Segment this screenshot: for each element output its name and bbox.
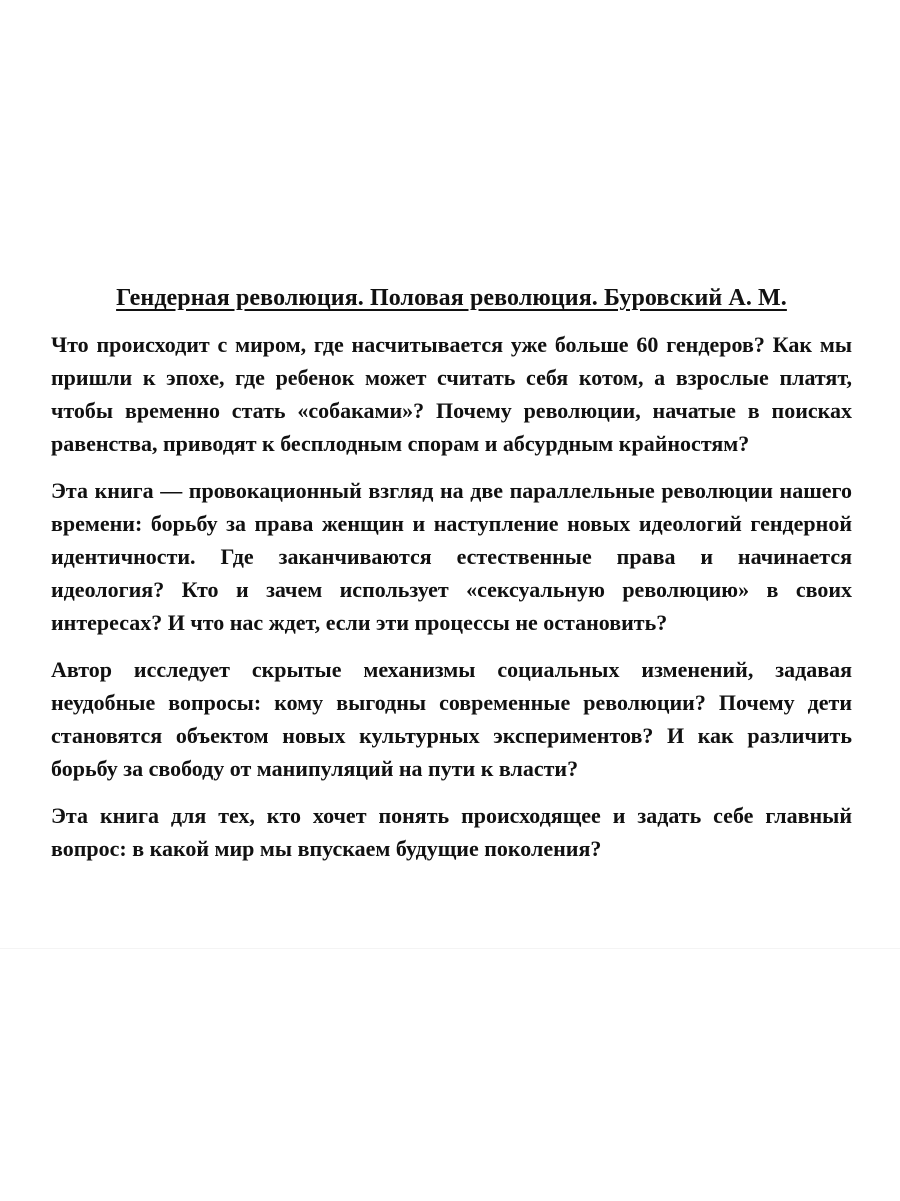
document-title: Гендерная революция. Половая революция. Буровский А. М.	[116, 285, 787, 311]
paragraph-3: Автор исследует скрытые механизмы социальных изменений, задавая неудобные вопросы: кому выгодны современные революции? Почему дети становятся объектом новых культурных экспериментов? И как различить борьбу за свободу от манипуляций на пути к власти?	[51, 657, 852, 781]
page-bottom-area	[0, 948, 900, 1201]
paragraph-4: Эта книга для тех, кто хочет понять происходящее и задать себе главный вопрос: в какой мир мы впускаем будущие поколения?	[51, 803, 852, 861]
document-body	[51, 282, 852, 879]
paragraph-2: Эта книга — провокационный взгляд на две параллельные революции нашего времени: борьбу за права женщин и наступление новых идеологий гендерной идентичности. Где заканчиваются естественные права и начинается идеология? Кто и зачем использует «сексуальную революцию» в своих интересах? И что нас ждет, если эти процессы не остановить?	[51, 478, 852, 635]
paragraph-1: Что происходит с миром, где насчитывается уже больше 60 гендеров? Как мы пришли к эпохе, где ребенок может считать себя котом, а взрослые платят, чтобы временно стать «собаками»? Почему революции, начатые в поисках равенства, приводят к бесплодным спорам и абсурдным крайностям?	[51, 332, 852, 456]
